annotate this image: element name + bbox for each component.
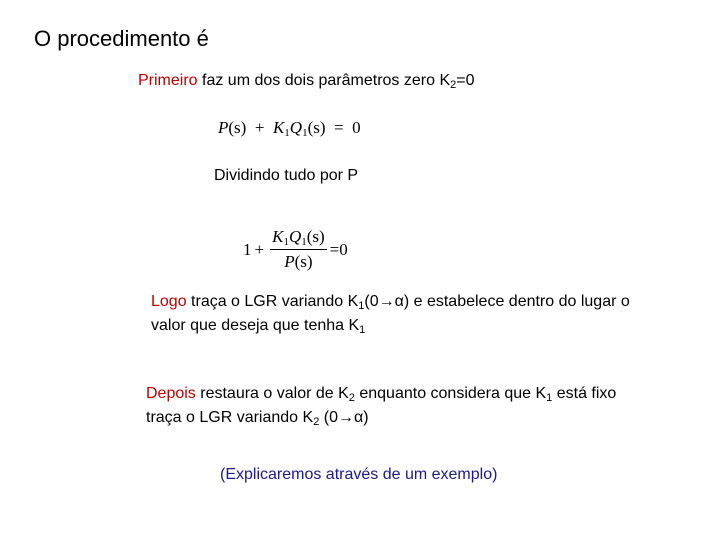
step-depois-line1 — [146, 382, 616, 406]
keyword-primeiro: Primeiro — [138, 72, 198, 89]
step-logo-line2 — [151, 314, 630, 338]
step-primeiro-tail: =0 — [456, 72, 475, 89]
fraction — [270, 227, 327, 272]
step-logo-text: (0→α) e estabelece dentro do lugar o — [364, 293, 630, 310]
step-primeiro — [138, 72, 475, 90]
step-depois — [146, 382, 616, 430]
eq-symbol: Q — [288, 227, 302, 246]
eq-subscript: 1 — [302, 127, 308, 139]
subscript: 2 — [450, 79, 457, 91]
keyword-depois: Depois — [146, 385, 196, 402]
subscript: 2 — [313, 416, 320, 428]
step-depois-line2 — [146, 406, 616, 430]
step-depois-text: restaura o valor de K — [195, 385, 349, 402]
eq-symbol: 0 — [339, 239, 348, 259]
eq-symbol: P — [284, 252, 295, 271]
subscript: 1 — [359, 324, 366, 336]
eq-symbol: K — [272, 227, 284, 246]
eq-symbol: 0 — [352, 118, 361, 137]
subscript: 2 — [348, 392, 355, 404]
step-logo — [151, 290, 630, 338]
fraction-denominator — [284, 250, 312, 272]
slide-title: O procedimento é — [34, 26, 209, 51]
eq-operator: + — [254, 118, 265, 137]
eq-symbol: (s) — [294, 252, 313, 271]
eq-subscript: 1 — [284, 127, 290, 139]
step-logo-text: valor que deseja que tenha K — [151, 317, 360, 334]
eq-operator: + — [254, 239, 265, 259]
eq-symbol: 1 — [243, 239, 252, 259]
step-depois-text: está fixo — [552, 385, 617, 402]
equation-characteristic — [218, 118, 361, 138]
step-logo-text: traça o LGR variando K — [186, 293, 359, 310]
keyword-logo: Logo — [151, 293, 187, 310]
eq-symbol: K — [272, 118, 285, 137]
fraction-numerator — [270, 227, 327, 250]
eq-subscript: 1 — [301, 236, 307, 248]
equation-normalized — [243, 227, 348, 272]
example-note: (Explicaremos através de um exemplo) — [220, 466, 498, 483]
step-primeiro-text: faz um dos dois parâmetros zero K — [197, 72, 451, 89]
subscript: 1 — [546, 392, 553, 404]
step-depois-text: (0→α) — [319, 409, 369, 426]
eq-symbol: (s) — [228, 118, 247, 137]
eq-symbol: (s) — [306, 227, 325, 246]
eq-operator: = — [329, 239, 340, 259]
step-depois-text: traça o LGR variando K — [146, 409, 314, 426]
eq-operator: = — [334, 118, 344, 137]
step-logo-line1 — [151, 290, 630, 314]
subscript: 1 — [358, 300, 365, 312]
eq-symbol: P — [218, 118, 229, 137]
eq-symbol: (s) — [307, 118, 326, 137]
step-depois-text: enquanto considera que K — [354, 385, 547, 402]
eq-symbol: Q — [289, 118, 303, 137]
divide-text: Dividindo tudo por P — [214, 167, 359, 184]
eq-subscript: 1 — [283, 236, 289, 248]
